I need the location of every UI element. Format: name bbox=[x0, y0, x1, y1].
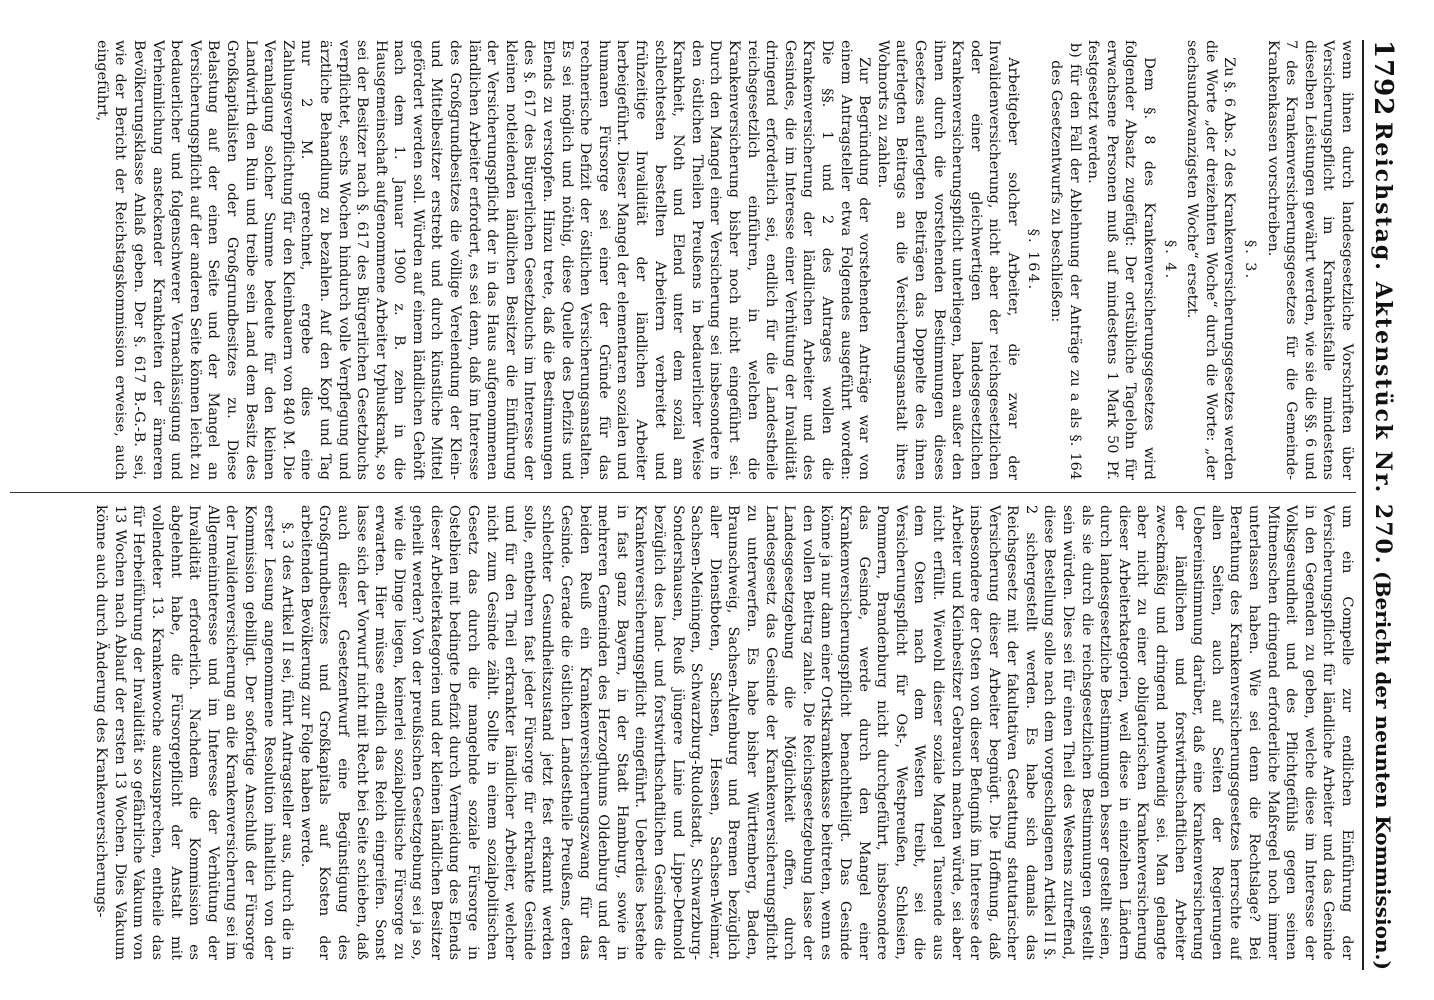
section-heading: §. 3. bbox=[1242, 239, 1259, 281]
page-header bbox=[1362, 40, 1402, 970]
paragraph: um ein Compelle zur endlichen Einführung der Versicherungspflicht für ländliche Arbeiter und das Gesinde in den Gegenden zu geben, welche diese im Interesse der Volksgesundheit und des Pflichtgefühls gegen seinen Mitmenschen dringend erforderliche Maßregel noch immer unterlassen haben. Wie sei denn die Rechtslage? Bei Berathung des Krankenversicherungsgesetzes herrschte auf allen Seiten, auch auf Seiten der Regierungen Uebereinstimmung darüber, daß eine Krankenversicherung der ländlichen und forstwirthschaftlichen Arbeiter zweckmäßig und dringend nothwendig sei. Man gelangte aber nicht zu einer obligatorischen Krankenversicherung dieser Arbeiterkategorien, weil diese in einzelnen Ländern durch landesgesetzliche Bestimmungen besser gestellt seien, als sie durch die reichsgesetzlichen Bestimmungen gestellt sein würden. Dies sei für einen Theil des Westens zutreffend, diese Bestellung solle nach dem vorgeschlagenen Artikel II §. 2 sichergestellt werden. Es habe sich damals das Reichsgesetz mit der fakultativen Gestattung statutarischer Versicherung dieser Arbeiter begnügt. Die Hoffnung, daß insbesondere der Osten von dieser Befugniß im Interesse der Arbeiter und Kleinbesitzer Gebrauch machen würde, sei aber nicht erfüllt. Wiewohl dieser soziale Mangel Tausende aus dem Osten nach dem Westen treibt, sei die Versicherungspflicht für Ost-, Westpreußen, Schlesien, Pommern, Brandenburg nicht durchgeführt, insbesondere das Gesinde, werde durch den Mangel einer Krankenversicherungspflicht benachtheiligt. Das Gesinde könne ja nur dann einer Ortskrankenkasse beitreten, wenn es den vollen Beitrag zahle. Die Reichsgesetzgebung lasse der Landesgesetzgebung die Möglichkeit offen, durch Landesgesetz das Gesinde der Krankenversicherungspflicht zu unterwerfen. Es habe bisher Württemberg, Baden, Braunschweig, Sachsen-Altenburg und Bremen bezüglich aller Dienstboten, Sachsen, Hessen, Sachsen-Weimar, Sachsen-Meiningen, Schwarzburg-Rudolstadt, Schwarzburg-Sondershausen, Reuß jüngere Linie und Lippe-Detmold bezüglich des land- und forstwirthschaftlichen Gesindes die Krankenversicherungspflicht eingeführt. Ueberdies bestehe in fast ganz Bayern, in der Stadt Hamburg, sowie in mehreren Gemeinden des Herzogthums Oldenburg und der beiden Reuß ein Krankenversicherungszwang für das Gesinde. Gerade die östlichen Landestheile Preußens, deren schlechter Gesundheitszustand jetzt fest erkannt werden solle, entbehren fast jeder Fürsorge für erkrankte Gesinde und für den Theil erkrankter ländlicher Arbeiter, welcher nicht zum Gesinde zählt. Sollte in einem sozialpolitischen Gesetz das durch die mangelnde soziale Fürsorge in Ostelbien mit bedingte Defizit durch Vermeidung des Elends dieser Arbeiterkategorien und der kleinen ländlichen Besitzer geheilt werden? Von der preußischen Gesetzgebung sei ja so, wie die Dinge liegen, keinerlei sozialpolitische Fürsorge zu erwarten. Hier müsse endlich das Reich eingreifen. Sonst lasse sich der Vorwurf nicht mit Recht bei Seite schieben, daß auch dieser Gesetzentwurf eine Begünstigung des Großgrundbesitzes und Großkapitals auf Kosten der arbeitenden Bevölkerung zur Folge haben werde. bbox=[297, 505, 1355, 960]
paragraph: §. 3 des Artikel II sei, führt Antragsteller aus, durch die in erster Lesung angenommene Resolution inhaltlich von der Kommission gebilligt. Der sofortige Anschluß der Fürsorge der Invalidenversicherung an die Krankenversicherung sei im Allgemeininteresse und im Interesse der Verhütung der Invalidität erforderlich. Nachdem die Kommission es abgelehnt habe, die Fürsorgepflicht der Anstalt mit vollendeter 13. Krankenwoche auszusprechen, entheile das für Herbeiführung der Invalidität so gefährliche Vakuum von 13 Wochen nach Ablauf der ersten 13 Wochen. Dies Vakuum könne auch durch Änderung des Krankenversicherungs- bbox=[93, 505, 296, 960]
section-heading: §. 4. bbox=[1161, 239, 1178, 281]
section-heading: §. 164. bbox=[1025, 228, 1042, 292]
paragraph: Arbeitgeber solcher Arbeiter, die zwar der Invalidenversicherung, nicht aber der reichsgesetzlichen oder einer gleichwertigen landesgesetzlichen Krankenversicherungspflicht unterliegen, haben außer den ihnen durch die vorstehenden Bestimmungen dieses Gesetzes auferlegten Beiträgen das Doppelte des ihnen auferlegten Beitrags an die Versicherungsanstalt ihres Wohnorts zu zahlen. bbox=[874, 40, 1021, 480]
page-title: Reichstag. Aktenstück Nr. 270. bbox=[1370, 122, 1396, 566]
list-item: b) für den Fall der Ablehnung der Anträge zu a als §. 164 des Gesetzentwurfs zu beschließen: bbox=[1048, 42, 1083, 480]
right-column bbox=[6, 505, 1356, 960]
left-column bbox=[6, 40, 1356, 480]
page-number: 1792 bbox=[1368, 40, 1398, 117]
column-divider bbox=[10, 492, 1356, 493]
paragraph: wenn ihnen durch landesgesetzliche Vorschriften über Versicherungspflicht im Krankheitsfalle mindestens dieselben Leistungen gewährt werden, wie sie die §§. 6 und 7 des Krankenversicherungsgesetzes für die Gemeinde-Krankenkassen vorschreiben. bbox=[1264, 40, 1355, 480]
page-subtitle: (Bericht der neunten Kommission.) bbox=[1371, 571, 1395, 970]
paragraph: Zu §. 6 Abs. 2 des Krankenversicherungsgesetzes werden die Worte „der dreizehnten Woche“ durch die Worte: „der sechsundzwanzigsten Woche“ ersetzt. bbox=[1184, 40, 1238, 480]
paragraph: Dem §. 8 des Krankenversicherungsgesetzes wird folgender Absatz zugefügt: Der ortsübliche Tagelohn für erwachsene Personen muß auf mindestens 1 Mark 50 Pf. festgesetzt werden. bbox=[1085, 40, 1158, 480]
paragraph: Zur Begründung der vorstehenden Anträge war von einem Antragsteller etwa Folgendes ausgeführt worden: Die §§. 1 und 2 des Antrages wollen die Krankenversicherung der ländlichen Arbeiter und des Gesindes, die im Interesse einer Verhütung der Invalidität dringend erforderlich sei, endlich für die Landestheile reichsgesetzlich einführen, in welchen die Krankenversicherung bisher noch nicht eingeführt sei. Durch den Mangel einer Versicherung sei insbesondere in den östlichen Theilen Preußens in bedauerlicher Weise Krankheit, Noth und Elend unter dem sozial am schlechtesten bestellten Arbeitern verbreitet und frühzeitige Invalidität der ländlichen Arbeiter herbeigeführt. Dieser Mangel der elementaren sozialen und humanen Fürsorge sei einer der Gründe für das rechnerische Defizit der östlichen Versicherungsanstalten. Es sei möglich und nöthig, diese Quelle des Defizits und Elends zu verstopfen. Hinzu trete, daß die Bestimmungen des §. 617 des Bürgerlichen Gesetzbuchs im Interesse der kleinen notleidenden ländlichen Besitzer die Einführung der Versicherungspflicht der in das Haus aufgenommenen ländlichen Arbeiter erfordert, es sei denn, daß im Interesse des Großgrundbesitzes die völlige Verelendung der Klein- und Mittelbesitzer erstrebt und durch künstliche Mittel gefördert werden soll. Würden auf einem ländlichen Gehöft nach dem 1. Januar 1900 z. B. zehn in die Hausgemeinschaft aufgenommene Arbeiter typhuskrank, so sei der Besitzer nach §. 617 des Bürgerlichen Gesetzbuchs verpflichtet, sechs Wochen hindurch volle Verpflegung und ärztliche Behandlung zu bezahlen. Auf den Kopf und Tag nur 2 M. gerechnet, ergebe dies eine Zahlungsverpflichtung für den Kleinbauern von 840 M. Die Veranlagung solcher Summe bedeute für den kleinen Landwirth den Ruin und treibe sein Land dem Besitz des Großkapitalisten oder Großgrundbesitzes zu. Diese Belastung auf der einen Seite und der Mangel an Versicherungspflicht auf der anderen Seite können leicht zu bedauerlicher und folgenschwerer Vernachlässigung und Verheimlichung ansteckender Krankheiten der ärmeren Bevölkerungsklasse Anlaß geben. Der §. 617 B.-G.-B. sei, wie der Bericht der Reichstagskommission erweise, auch eingeführt, bbox=[93, 40, 873, 480]
